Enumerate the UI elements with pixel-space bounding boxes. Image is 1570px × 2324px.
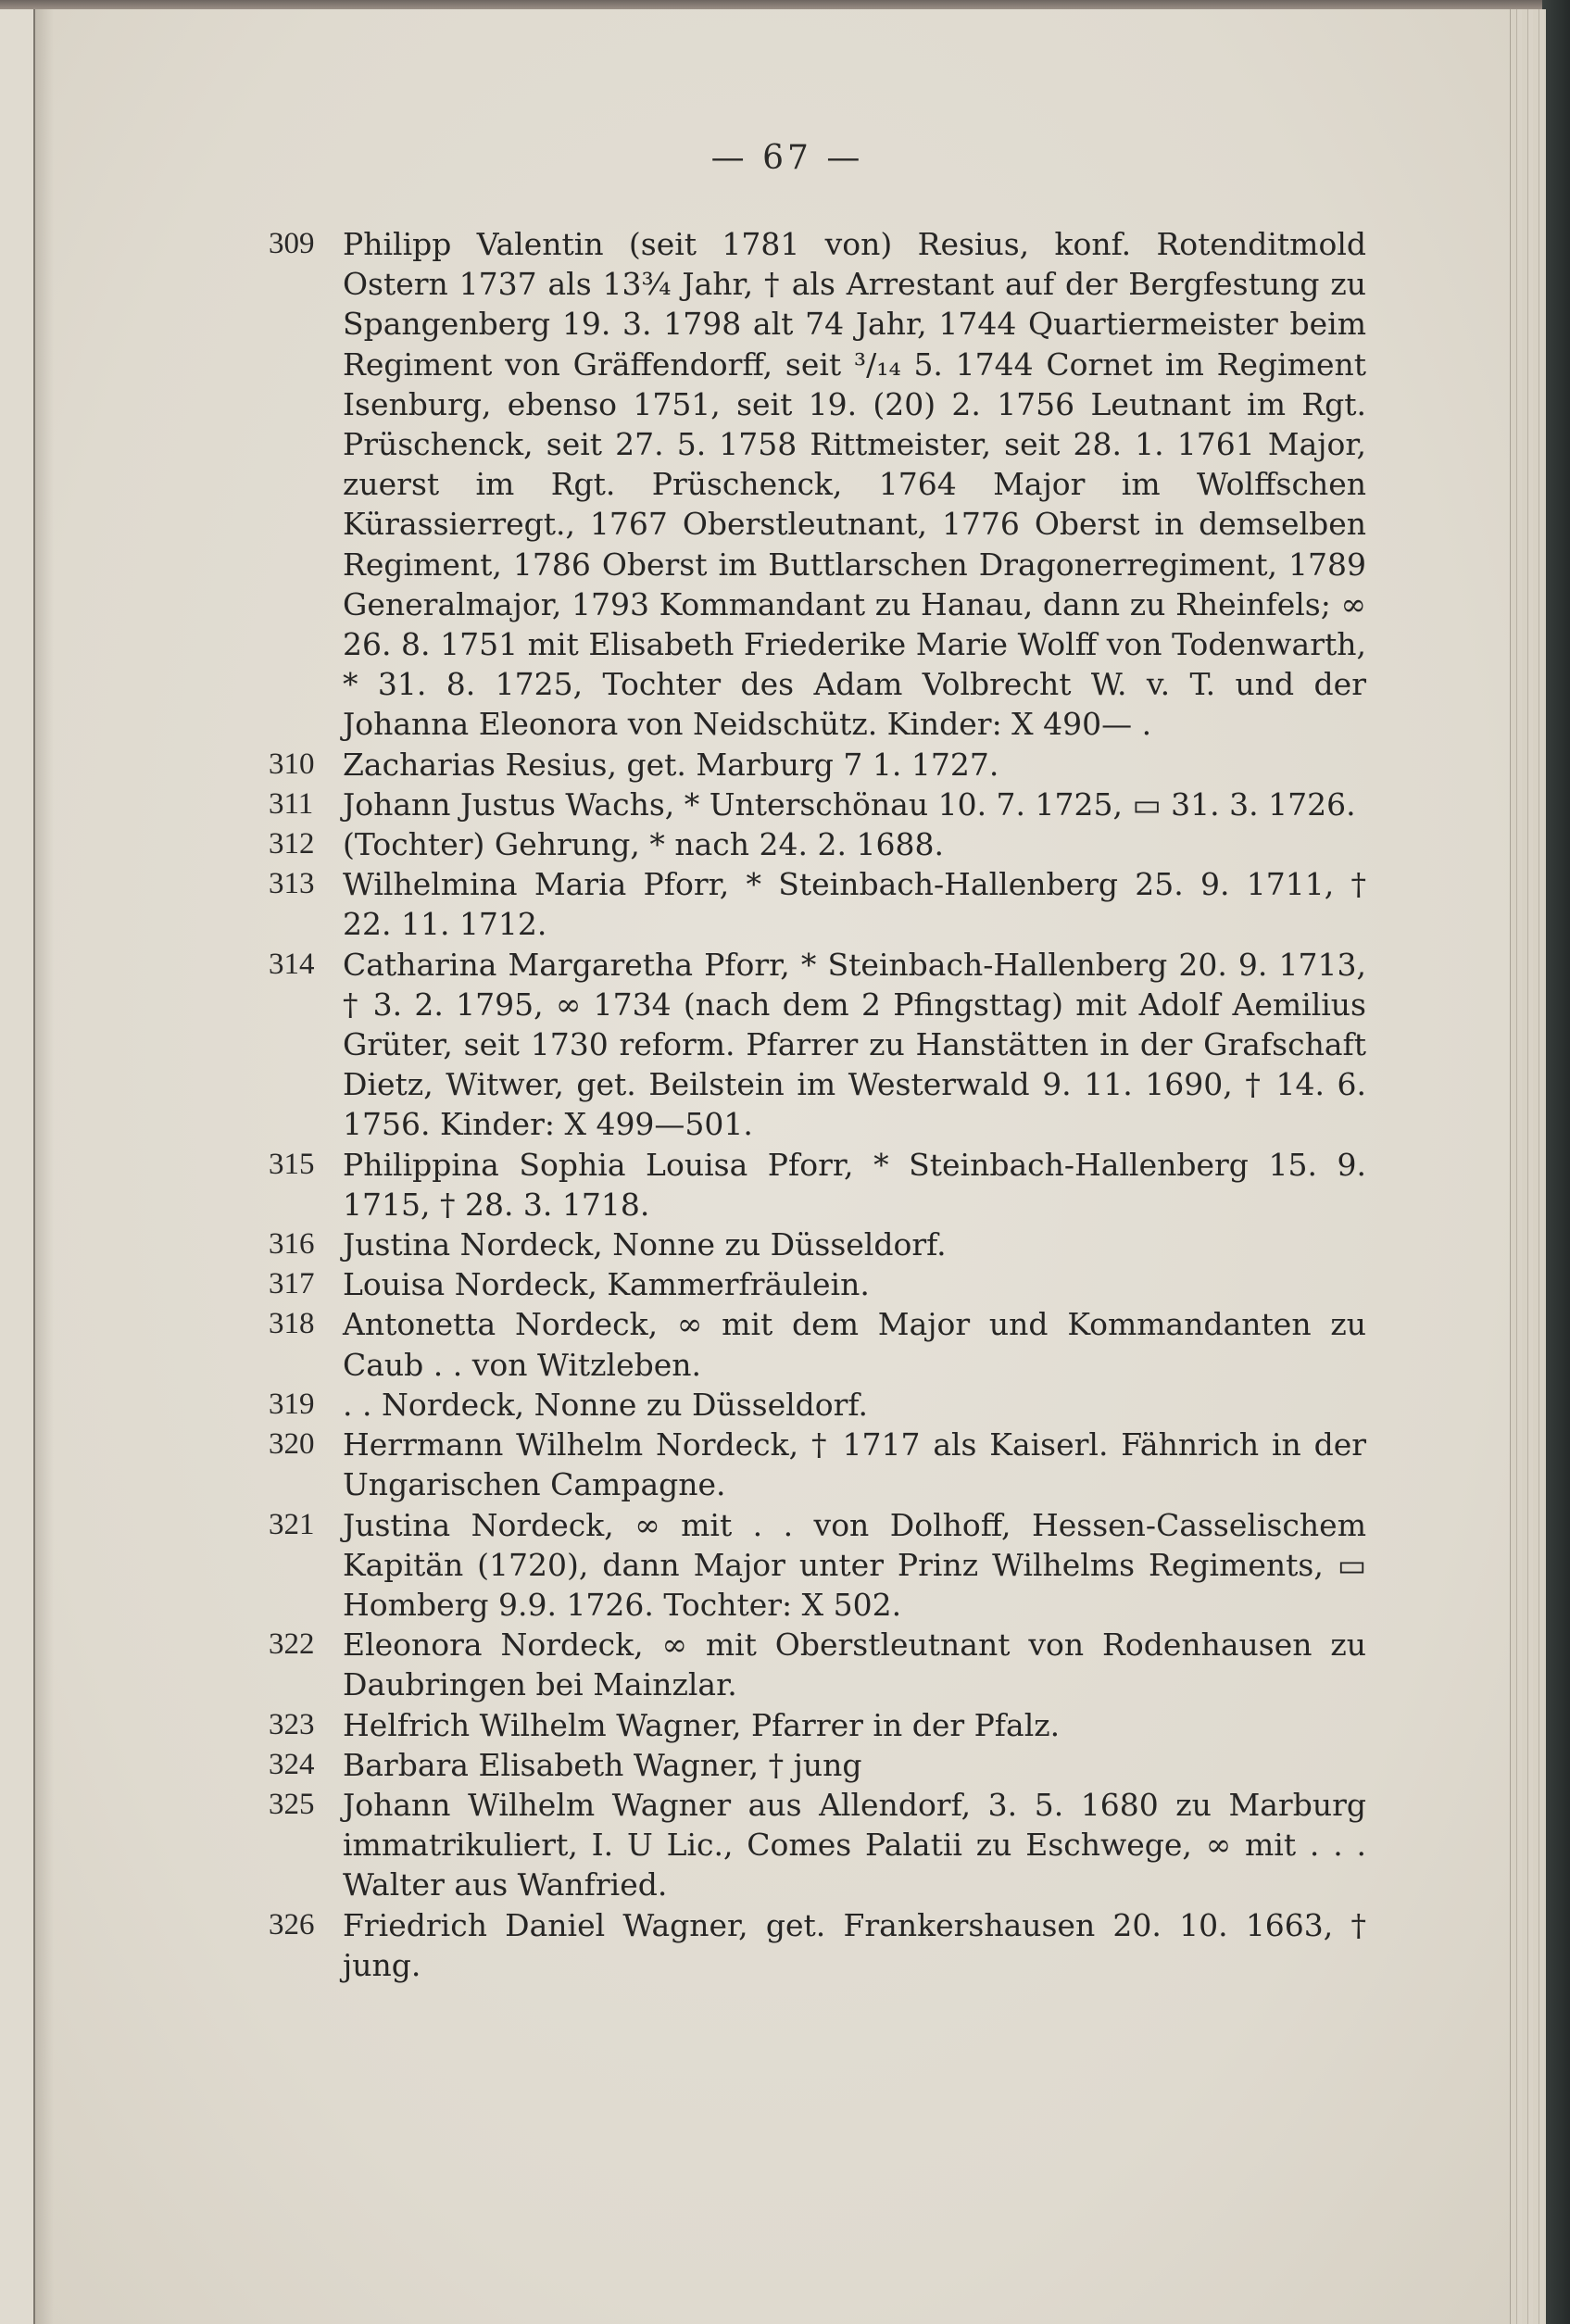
entry-317 bbox=[259, 1264, 1366, 1304]
entry-text: . . Nordeck, Nonne zu Düsseldorf. bbox=[343, 1386, 868, 1423]
entry-310 bbox=[259, 745, 1366, 785]
entry-text: Friedrich Daniel Wagner, get. Frankershausen 20. 10. 1663, † jung. bbox=[343, 1906, 1366, 1983]
entry-text: Catharina Margaretha Pforr, * Steinbach-Hallenberg 20. 9. 1713, † 3. 2. 1795, ∞ 1734 (nach dem 2 Pfingsttag) mit Adolf Aemilius Grüter, seit 1730 reform. Pfarrer zu Hanstätten in der Grafschaft Dietz, Witwer, get. Beilstein im Westerwald 9. 11. 1690, † 14. 6. 1756. Kinder: X 499—501. bbox=[343, 946, 1366, 1143]
entry-323 bbox=[259, 1705, 1366, 1745]
entry-313 bbox=[259, 864, 1366, 944]
entry-314 bbox=[259, 945, 1366, 1145]
genealogy-entry-list bbox=[259, 224, 1366, 1985]
book-page bbox=[0, 9, 1510, 2324]
entry-text: Louisa Nordeck, Kammerfräulein. bbox=[343, 1266, 870, 1303]
entry-324 bbox=[259, 1745, 1366, 1785]
entry-text: Johann Wilhelm Wagner aus Allendorf, 3. 5. 1680 zu Marburg immatrikuliert, I. U Lic., Comes Palatii zu Eschwege, ∞ mit . . . Walter aus Wanfried. bbox=[343, 1786, 1366, 1903]
entry-number: 324 bbox=[269, 1747, 315, 1781]
entry-text: Zacharias Resius, get. Marburg 7 1. 1727. bbox=[343, 746, 999, 783]
book-cover-right bbox=[1542, 0, 1570, 2324]
page-number: — 67 — bbox=[710, 139, 864, 177]
entry-326 bbox=[259, 1905, 1366, 1985]
entry-text: Eleonora Nordeck, ∞ mit Oberstleutnant von Rodenhausen zu Daubringen bei Mainzlar. bbox=[343, 1627, 1366, 1703]
entry-number: 316 bbox=[269, 1227, 315, 1262]
entry-309 bbox=[259, 224, 1366, 745]
entry-number: 315 bbox=[269, 1147, 315, 1181]
entry-number: 322 bbox=[269, 1627, 315, 1662]
entry-number: 319 bbox=[269, 1387, 315, 1421]
entry-312 bbox=[259, 824, 1366, 864]
entry-320 bbox=[259, 1425, 1366, 1504]
entry-text: Herrmann Wilhelm Nordeck, † 1717 als Kaiserl. Fähnrich in der Ungarischen Campagne. bbox=[343, 1426, 1366, 1503]
entry-text: Helfrich Wilhelm Wagner, Pfarrer in der Pfalz. bbox=[343, 1706, 1061, 1743]
entry-number: 321 bbox=[269, 1507, 315, 1541]
entry-number: 311 bbox=[269, 786, 314, 821]
entry-text: (Tochter) Gehrung, * nach 24. 2. 1688. bbox=[343, 826, 944, 863]
entry-text: Philipp Valentin (seit 1781 von) Resius, konf. Rotenditmold Ostern 1737 als 13¾ Jahr, † als Arrestant auf der Bergfestung zu Spangenberg 19. 3. 1798 alt 74 Jahr, 1744 Quartiermeister beim Regiment von Gräffendorff, seit ³/₁₄ 5. 1744 Cornet im Regiment Isenburg, ebenso 1751, seit 19. (20) 2. 1756 Leutnant im Rgt. Prüschenck, seit 27. 5. 1758 Rittmeister, seit 28. 1. 1761 Major, zuerst im Rgt. Prüschenck, 1764 Major im Wolffschen Kürassierregt., 1767 Oberstleutnant, 1776 Oberst in demselben Regiment, 1786 Oberst im Buttlarschen Dragonerregiment, 1789 Generalmajor, 1793 Kommandant zu Hanau, dann zu Rheinfels; ∞ 26. 8. 1751 mit Elisabeth Friederike Marie Wolff von Todenwarth, * 31. 8. 1725, Tochter des Adam Volbrecht W. v. T. und der Johanna Eleonora von Neidschütz. Kinder: X 490— . bbox=[343, 226, 1366, 743]
entry-315 bbox=[259, 1145, 1366, 1225]
entry-text: Justina Nordeck, ∞ mit . . von Dolhoff, Hessen-Casselischem Kapitän (1720), dann Major unter Prinz Wilhelms Regiments, ▭ Homberg 9.9. 1726. Tochter: X 502. bbox=[343, 1506, 1366, 1623]
entry-number: 317 bbox=[269, 1267, 315, 1301]
entry-text: Johann Justus Wachs, * Unterschönau 10. 7. 1725, ▭ 31. 3. 1726. bbox=[343, 785, 1356, 823]
entry-number: 313 bbox=[269, 867, 315, 901]
book-cover-top-edge bbox=[0, 0, 1570, 9]
entry-text: Antonetta Nordeck, ∞ mit dem Major und Kommandanten zu Caub . . von Witzleben. bbox=[343, 1306, 1366, 1383]
entry-321 bbox=[259, 1505, 1366, 1626]
entry-number: 325 bbox=[269, 1787, 315, 1821]
entry-text: Justina Nordeck, Nonne zu Düsseldorf. bbox=[343, 1226, 947, 1263]
entry-319 bbox=[259, 1385, 1366, 1425]
entry-number: 326 bbox=[269, 1907, 315, 1941]
entry-number: 309 bbox=[269, 227, 315, 260]
entry-text: Wilhelmina Maria Pforr, * Steinbach-Hallenberg 25. 9. 1711, † 22. 11. 1712. bbox=[343, 866, 1366, 943]
entry-318 bbox=[259, 1304, 1366, 1384]
previous-page-edge bbox=[0, 9, 35, 2324]
entry-number: 310 bbox=[269, 747, 315, 781]
entry-text: Barbara Elisabeth Wagner, † jung bbox=[343, 1746, 862, 1783]
entry-325 bbox=[259, 1785, 1366, 1905]
entry-322 bbox=[259, 1625, 1366, 1704]
entry-number: 323 bbox=[269, 1707, 315, 1741]
entry-311 bbox=[259, 785, 1366, 824]
entry-number: 314 bbox=[269, 947, 315, 981]
gutter-shadow bbox=[35, 9, 54, 2324]
entry-number: 312 bbox=[269, 827, 315, 861]
page-edges bbox=[1510, 9, 1546, 2324]
entry-text: Philippina Sophia Louisa Pforr, * Steinbach-Hallenberg 15. 9. 1715, † 28. 3. 1718. bbox=[343, 1146, 1366, 1223]
entry-316 bbox=[259, 1225, 1366, 1264]
entry-number: 320 bbox=[269, 1427, 315, 1462]
entry-number: 318 bbox=[269, 1307, 315, 1341]
